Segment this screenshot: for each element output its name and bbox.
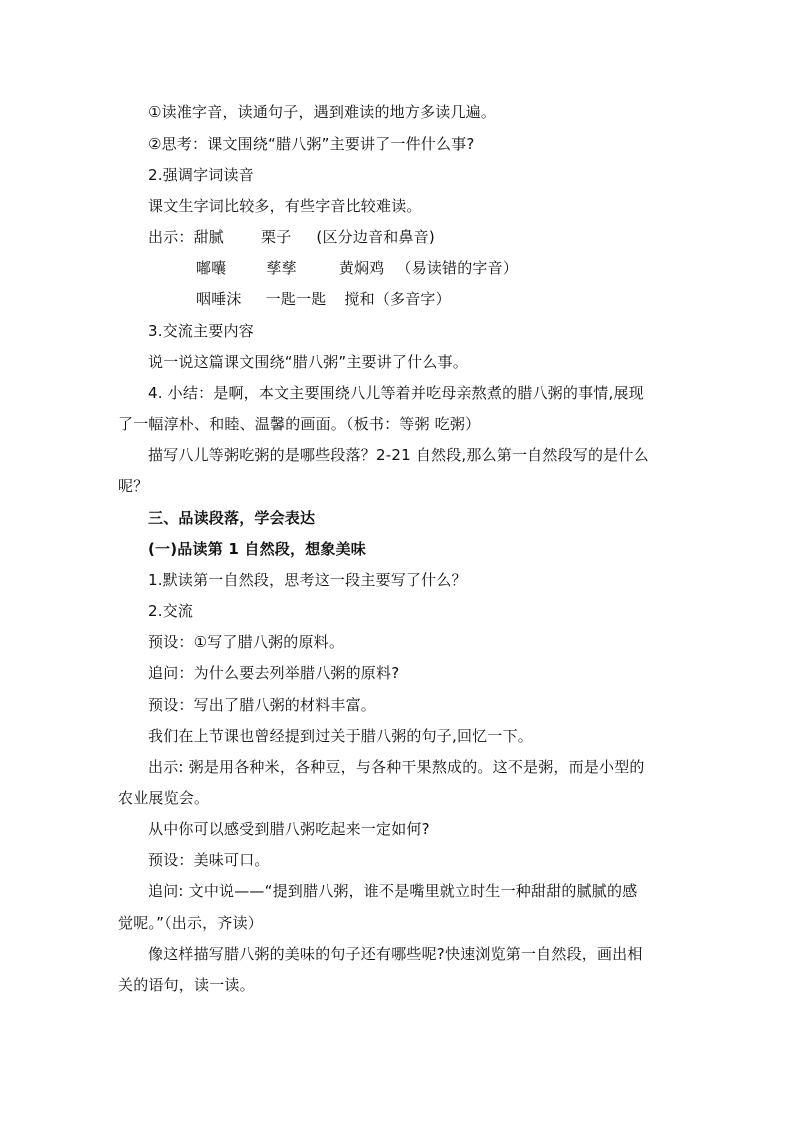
section-heading: 三、品读段落，学会表达: [148, 509, 316, 527]
text-line: [196, 258, 518, 278]
text-line: 预设：美味可口。: [148, 851, 270, 869]
text-line: 描写八儿等粥吃粥的是哪些段落？2-21 自然段,那么第一自然段写的是什么: [148, 446, 649, 464]
text-segment: 孳孳: [266, 259, 297, 277]
text-line: 说一说这篇课文围绕“腊八粥”主要讲了什么事。: [148, 353, 468, 371]
text-line: 3.交流主要内容: [148, 322, 254, 340]
text-line: 像这样描写腊八粥的美味的句子还有哪些呢?快速浏览第一自然段，画出相: [148, 945, 643, 963]
text-line: [196, 289, 451, 309]
text-line: 课文生字词比较多，有些字音比较难读。: [148, 197, 422, 215]
text-line: 1.默读第一自然段，思考这一段主要写了什么？: [148, 571, 467, 589]
text-line: 追问：为什么要去列举腊八粥的原料?: [148, 664, 400, 682]
text-segment: 嘟囔: [196, 259, 227, 277]
text-line: 农业展览会。: [118, 789, 210, 807]
text-line: 从中你可以感受到腊八粥吃起来一定如何?: [148, 820, 430, 838]
text-segment: 出示：甜腻: [148, 228, 225, 246]
text-segment: 栗子: [261, 228, 292, 246]
text-line: 4. 小结：是啊，本文主要围绕八儿等着并吃母亲熬煮的腊八粥的事情,展现: [148, 384, 644, 402]
text-segment: （易读错的字音）: [396, 259, 519, 277]
text-line: 觉呢。”（出示，齐读）: [118, 914, 263, 932]
text-line: 我们在上节课也曾经提到过关于腊八粥的句子,回忆一下。: [148, 727, 533, 745]
text-line: ②思考：课文围绕“腊八粥”主要讲了一件什么事?: [148, 135, 475, 153]
text-segment: 黄焖鸡: [338, 259, 385, 277]
text-segment: 一匙一匙: [265, 290, 327, 308]
text-segment: 咽唾沫: [196, 290, 242, 308]
text-segment: (区分边音和鼻音): [316, 228, 435, 246]
text-segment: 搅和（多音字）: [344, 290, 451, 308]
text-line: 预设：①写了腊八粥的原料。: [148, 633, 345, 651]
text-line: 2.强调字词读音: [148, 166, 254, 184]
text-line: 呢？: [118, 477, 149, 495]
text-line: 出示: 粥是用各种米，各种豆，与各种干果熬成的。这不是粥，而是小型的: [148, 758, 645, 776]
text-line: 追问: 文中说——“提到腊八粥，谁不是嘴里就立时生一种甜甜的腻腻的感: [148, 882, 638, 900]
text-line: [148, 227, 435, 247]
text-line: 2.交流: [148, 602, 194, 620]
text-line: 关的语句，读一读。: [118, 976, 255, 994]
text-line: 预设：写出了腊八粥的材料丰富。: [148, 696, 377, 714]
text-line: 了一幅淳朴、和睦、温馨的画面。（板书：等粥 吃粥）: [118, 415, 481, 433]
subsection-heading: (一)品读第 1 自然段，想象美味: [148, 540, 366, 558]
text-line: ①读准字音，读通句子，遇到难读的地方多读几遍。: [148, 103, 497, 121]
